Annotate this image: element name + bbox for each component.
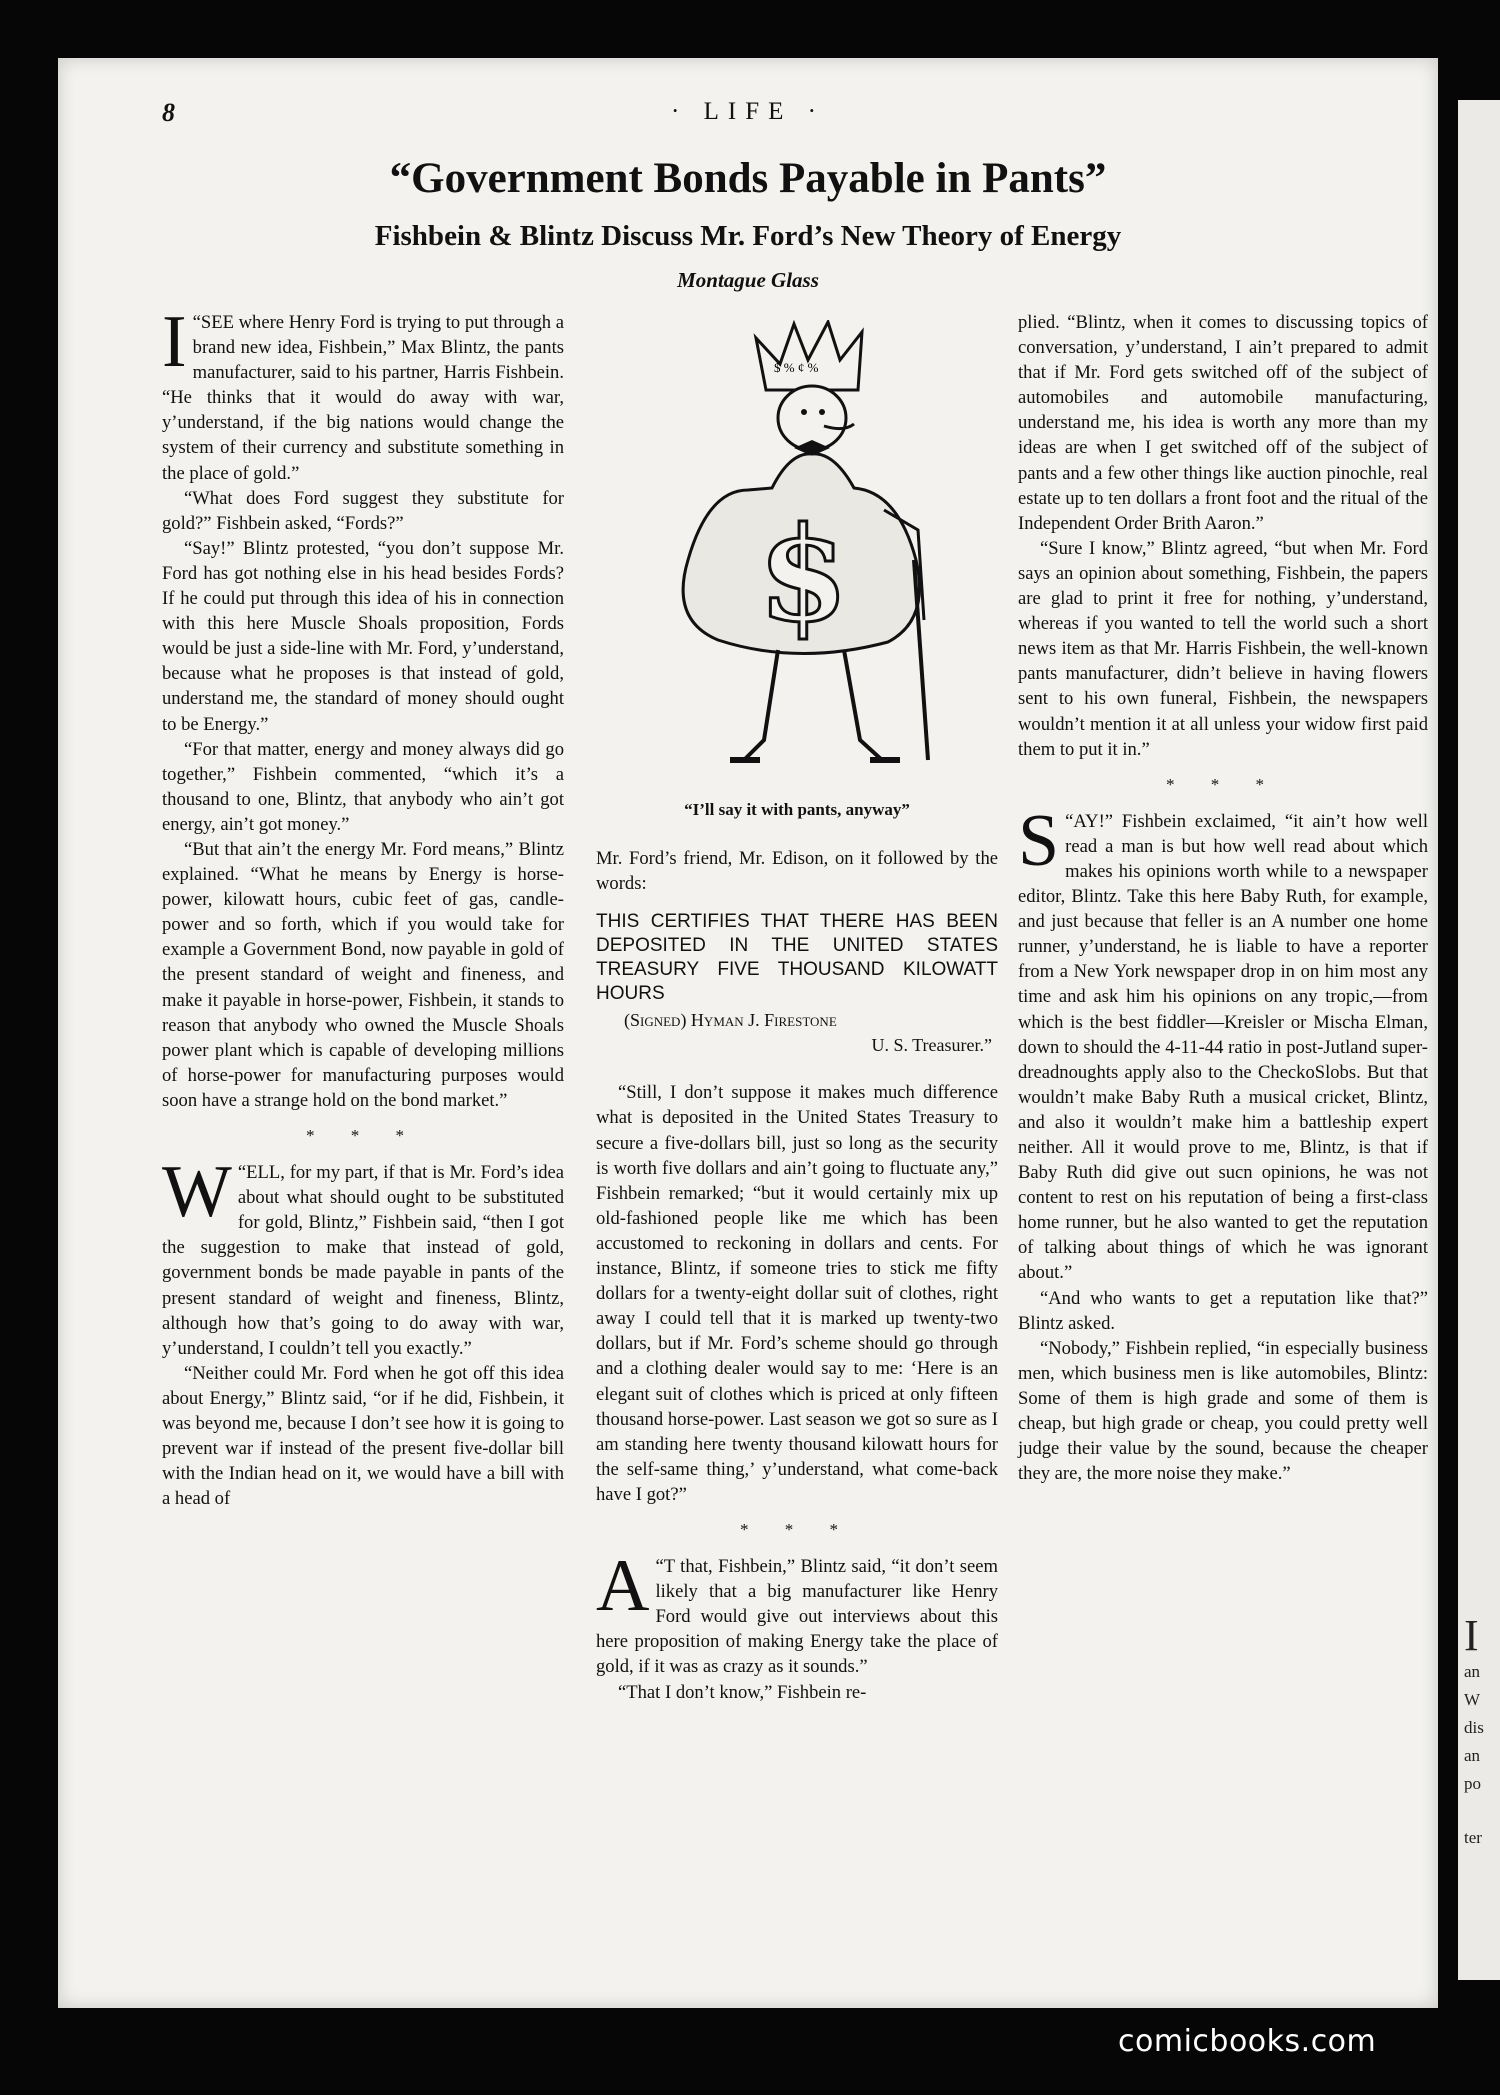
column-1	[162, 301, 564, 1511]
column-2	[596, 846, 998, 1705]
page-number: 8	[162, 98, 175, 127]
edge-fragment: ter	[1464, 1828, 1482, 1847]
drop-cap: W	[162, 1151, 232, 1234]
open-quote: “	[1065, 810, 1074, 832]
drop-cap: A	[596, 1545, 650, 1628]
masthead: · LIFE ·	[671, 98, 825, 125]
watermark: comicbooks.com	[1118, 2024, 1377, 2059]
section-break: * * *	[1166, 774, 1280, 794]
paragraph: “Still, I don’t suppose it makes much difference what is deposited in the United States Treasury to secure a five-dollars bill, just so long as the security is worth five dollars and ain’t going to fluctuate any,” Fishbein remarked; “but it would certainly mix up old-fashioned people like me which has been accustomed to reckoning in dollars and cents. For instance, Blintz, if someone tries to stick me fifty dollars for a twenty-eight dollar suit of clothes, right away I could tell that it is marked up twenty-two dollars, but if Mr. Ford’s scheme should go through and a clothing dealer would say to me: ‘Here is an elegant suit of clothes which is priced at only fifteen thousand horse-power. Last season we got so sure as I am standing here twenty thousand kilowatt hours for the self-same thing,’ y’understand, what come-back have I got?”	[596, 1082, 998, 1505]
magazine-page	[58, 58, 1438, 2008]
next-page-edge	[1458, 100, 1500, 1980]
byline: Montague Glass	[677, 268, 819, 292]
page-header	[58, 98, 1438, 138]
paragraph	[596, 1545, 998, 1679]
paragraph: “Neither could Mr. Ford when he got off this idea about Energy,” Blintz said, “or if he did, Fishbein, it was beyond me, because I don’t see how it is going to prevent war if instead of the present five-dollar bill with the Indian head on it, we would have a bill with a head of	[162, 1362, 564, 1510]
paragraph: “Sure I know,” Blintz agreed, “but when Mr. Ford says an opinion about something, Fishbein, the papers are glad to print it free for nothing, y’understand, whereas if you wanted to tell the world such a short news item as that Mr. Harris Fishbein, the well-known pants manufacturer, didn’t believe in having flowers sent to his own funeral, Fishbein, the newspapers wouldn’t mention it at all unless your widow first paid them to put it in.”	[1018, 537, 1428, 760]
cartoon-illustration	[648, 320, 968, 800]
paragraph	[162, 301, 564, 486]
edge-fragment: I	[1464, 1611, 1479, 1660]
section-break: * * *	[740, 1519, 854, 1539]
paragraph-text: SEE where Henry Ford is trying to put through a brand new idea, Fishbein,” Max Blintz, the pants manufacturer, said to his partner, Harris Fishbein. “He thinks that it would do away with war, y’understand, if the big nations would change the system of their currency and substitute something in the place of gold.”	[162, 312, 564, 484]
paragraph: “What does Ford suggest they substitute for gold?” Fishbein asked, “Fords?”	[162, 487, 564, 534]
paragraph	[162, 1151, 564, 1361]
drop-cap: S	[1018, 799, 1060, 882]
column-3	[1018, 310, 1428, 1486]
paragraph: “But that ain’t the energy Mr. Ford means,” Blintz explained. “What he means by Energy is horse-power, kilowatt hours, cubic feet of gas, candle-power and so forth, which if you would take for example a Government Bond, now payable in gold of the present standard of weight and fineness, and make it payable in horse-power, Fishbein, it stands to reason that anybody who owned the Muscle Shoals power plant which is capable of developing millions of horse-power for manufacturing purposes would soon have a strange hold on the bond market.”	[162, 838, 564, 1111]
paragraph: plied. “Blintz, when it comes to discussing topics of conversation, y’understand, I ain’t prepared to admit that if Mr. Ford gets switched off of the subject of automobiles and automobile manufacturing, understand me, his idea is worth any more than my ideas are when I get switched off of the subject of pants and a few other things like auction pinochle, real estate up to ten dollars a front foot and the ritual of the Independent Order Brith Aaron.”	[1018, 312, 1428, 534]
edge-fragment: an	[1464, 1662, 1481, 1681]
paragraph: “For that matter, energy and money always did go together,” Fishbein commented, “which it’s a thousand to one, Blintz, that anybody who ain’t got energy, ain’t got money.”	[162, 738, 564, 835]
open-quote: “	[192, 312, 201, 333]
edge-fragment: po	[1464, 1774, 1481, 1793]
paragraph	[1018, 799, 1428, 1286]
paragraph: “Nobody,” Fishbein replied, “in especially business men, which business men is like automobiles, Blintz: Some of them is high grade and some of them is cheap, but high grade or cheap, you could pretty well judge their value by the sound, because the cheaper they are, the more noise they make.”	[1018, 1337, 1428, 1485]
paragraph: “That I don’t know,” Fishbein re-	[618, 1681, 867, 1703]
edge-fragment: an	[1464, 1746, 1481, 1765]
article-title: “Government Bonds Payable in Pants”	[389, 155, 1107, 202]
article-subtitle: Fishbein & Blintz Discuss Mr. Ford’s New Theory of Energy	[374, 220, 1122, 252]
paragraph-text: ELL, for my part, if that is Mr. Ford’s idea about what should ought to be substituted for gold, Blintz,” Fishbein said, “then I got the suggestion to make that instead of gold, government bonds be made payable in pants of the present standard of weight and fineness, Blintz, although how that’s going to do away with war, y’understand, I couldn’t tell you exactly.”	[162, 1162, 564, 1359]
paragraph: Mr. Ford’s friend, Mr. Edison, on it followed by the words:	[596, 848, 998, 895]
dollar-sign-icon: $	[758, 498, 849, 651]
paragraph: “Say!” Blintz protested, “you don’t suppose Mr. Ford has got nothing else in his head besides Fords? If he could put through this idea of his in connection with this here Muscle Shoals proposition, Fords would be just a side-line with Mr. Ford, y’understand, because what he proposes is that instead of gold, understand me, the standard of money should ought to be Energy.”	[162, 537, 564, 735]
paragraph-text: AY!” Fishbein exclaimed, “it ain’t how well read a man is but how well read about which makes his opinions worth while to a newspaper editor, Blintz. Take this here Baby Ruth, for example, and just because that feller is an A number one home runner, y’understand, he is liable to have a reporter from a New York newspaper drop in on him most any time and ask him his opinions on any tropic,—from which is the best fiddler—Kreisler or Mischa Elman, down to should the 4-11-44 ratio in post-Jutland super-dreadnoughts apply also to the CheckoSlobs. But that wouldn’t make Baby Ruth a musical cricket, Blintz, and also it wouldn’t make him a battleship expert neither. All it would prove to me, Blintz, is that if Baby Ruth did give out sucn opinions, he was not content to rest on his reputation of being a first-class home runner, but he also wanted to get the reputation of talking about things of which he was ignorant about.”	[1018, 810, 1428, 1284]
signature-title: U. S. Treasurer.”	[871, 1035, 992, 1056]
drop-cap: I	[162, 301, 187, 383]
paragraph: “And who wants to get a reputation like that?” Blintz asked.	[1018, 1287, 1428, 1334]
open-quote: “	[237, 1162, 247, 1184]
signature-line: (Signed) Hyman J. Firestone	[624, 1010, 837, 1031]
paragraph-text: T that, Fishbein,” Blintz said, “it don’t seem likely that a big manufacturer like Henry Ford would give out interviews about this here proposition of making Energy take the place of gold, if it was as crazy as it sounds.”	[596, 1556, 998, 1678]
section-break: * * *	[306, 1126, 420, 1145]
edge-fragment: W	[1464, 1690, 1481, 1709]
certificate-text: THIS CERTIFIES THAT THERE HAS BEEN DEPOSITED IN THE UNITED STATES TREASURY FIVE THOUSAND KILOWATT HOURS	[596, 911, 998, 1005]
svg-text:$ % ¢ %: $ % ¢ %	[774, 360, 819, 375]
edge-fragment: dis	[1464, 1718, 1484, 1737]
cartoon-caption: “I’ll say it with pants, anyway”	[684, 800, 910, 819]
open-quote: “	[655, 1556, 664, 1578]
